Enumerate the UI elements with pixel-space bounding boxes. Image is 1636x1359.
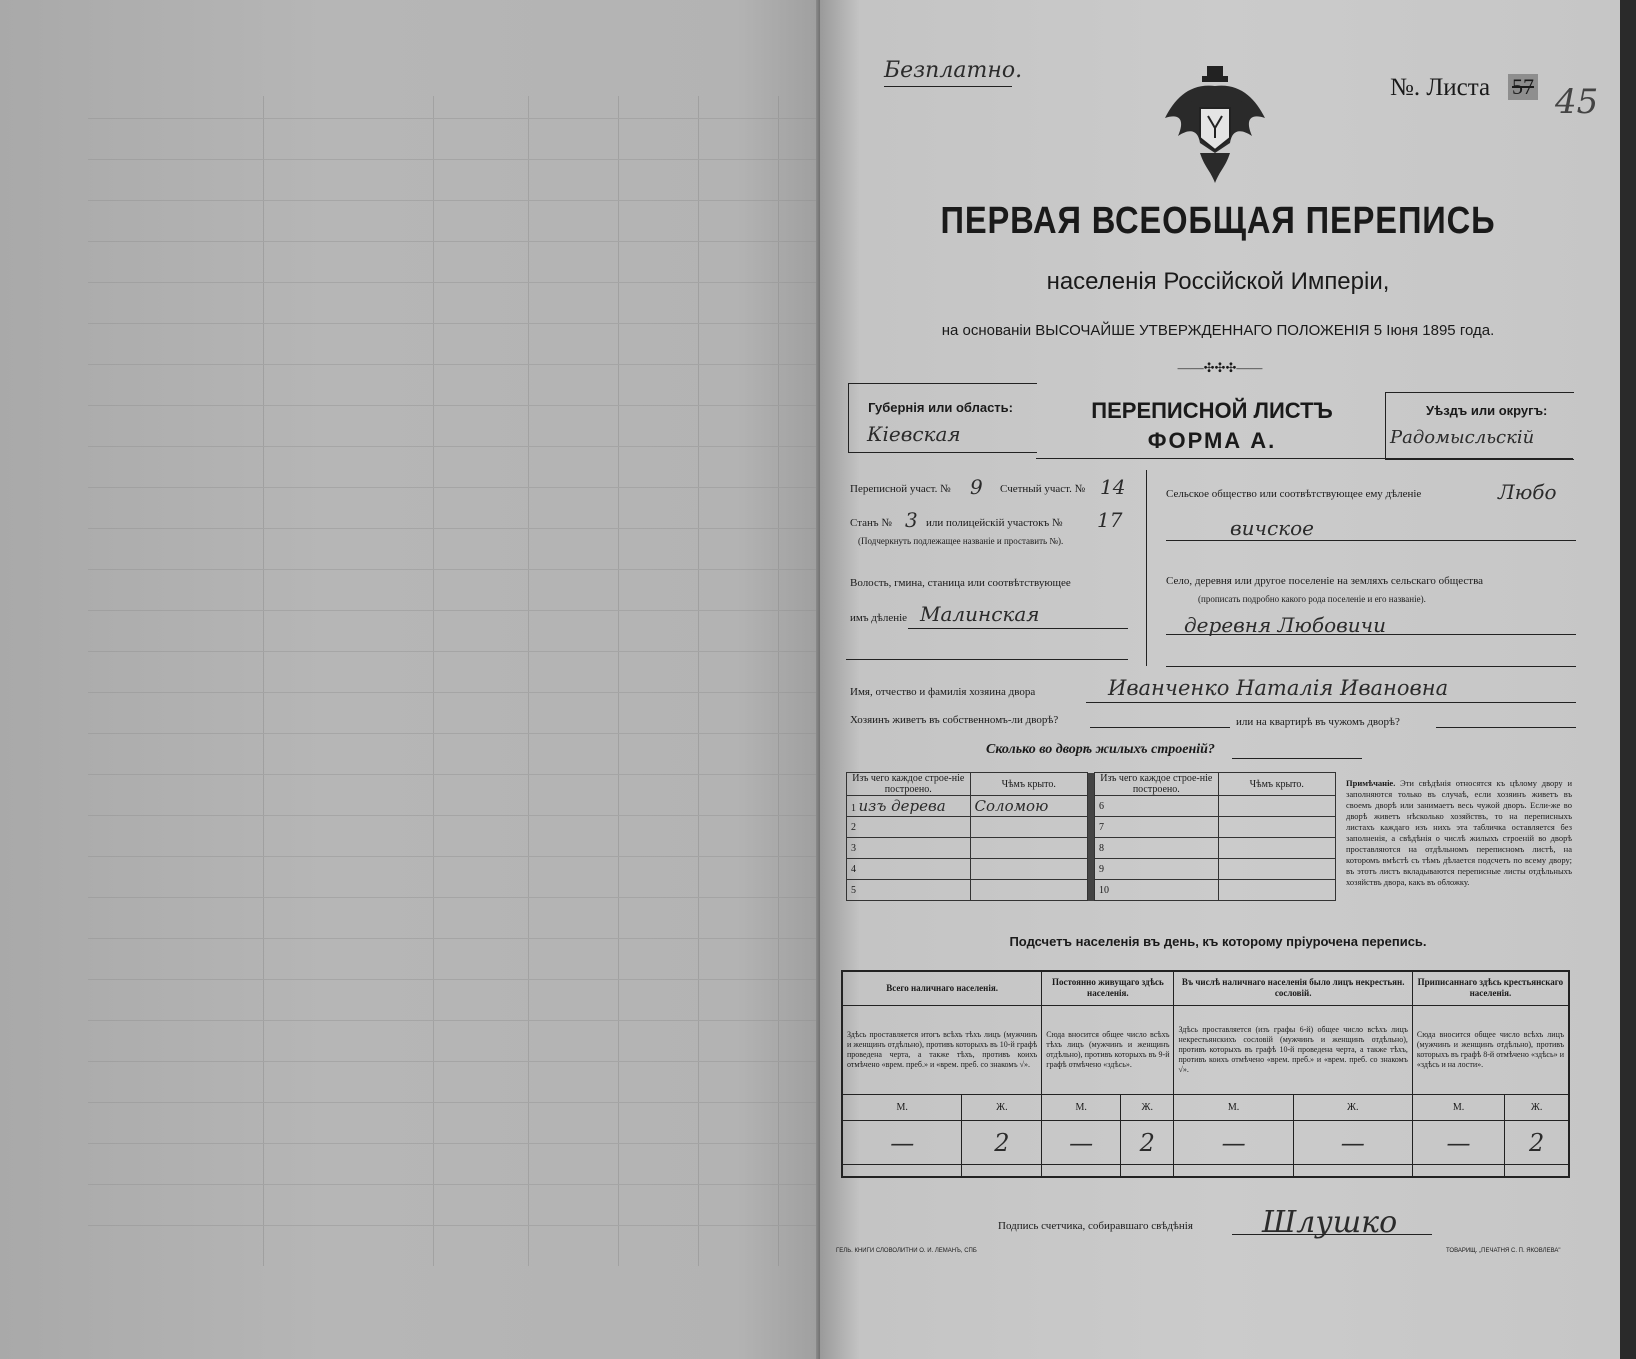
row-number: 7 xyxy=(1095,817,1219,838)
imprint-right: ТОВАРИЩ. „ПЕЧАТНЯ С. П. ЯКОВЛЕВА" xyxy=(1446,1248,1561,1254)
society-value-2: вичское xyxy=(1230,516,1314,540)
census-subtitle: населенія Россійской Имперіи, xyxy=(1046,268,1390,295)
row-number: 6 xyxy=(1095,796,1219,817)
table-row xyxy=(847,880,1336,901)
buildings-note xyxy=(1346,778,1572,888)
volost-value: Малинская xyxy=(920,602,1040,626)
pop-col-desc: Сюда вносится общее число всѣхъ тѣхъ лицъ (мужчинъ и женщинъ отдѣльно), противъ которыхъ въ 9-й графѣ отмѣчено «здѣсь». xyxy=(1042,1005,1174,1094)
pop-value-m: — xyxy=(1174,1120,1293,1164)
buildings-line xyxy=(1232,758,1362,759)
owner-line xyxy=(1086,702,1576,703)
row-number: 2 xyxy=(847,817,971,838)
free-label: Безплатно. xyxy=(884,58,1023,83)
row-number: 10 xyxy=(1095,880,1219,901)
district-value: Радомысльскій xyxy=(1390,427,1535,448)
table-row xyxy=(847,817,1336,838)
district-label: Уѣздъ или округъ: xyxy=(1426,403,1548,418)
pop-col-desc: Здѣсь проставляется итогъ всѣхъ тѣхъ лицъ (мужчинъ и женщинъ отдѣльно), противъ которыхъ въ 10-й графѣ проведена черта, а также тѣхъ, противъ коихъ отмѣчено «врем. преб.» и «врем. преб. со знакомъ √». xyxy=(842,1005,1042,1094)
sheet-number-crossed: 57 xyxy=(1508,74,1538,100)
rented-label: или на квартирѣ въ чужомъ дворѣ? xyxy=(1236,716,1400,728)
buildings-table xyxy=(846,772,1336,901)
m-label: М. xyxy=(842,1094,962,1120)
own-yard-label: Хозяинъ живетъ въ собственномъ-ли дворѣ? xyxy=(850,714,1059,726)
background-edge xyxy=(1620,0,1636,1359)
census-area-label: Переписной участ. № xyxy=(850,483,951,495)
count-area-value: 14 xyxy=(1100,475,1126,499)
province-box xyxy=(848,383,1037,453)
census-basis: на основаніи ВЫСОЧАЙШЕ УТВЕРЖДЕННАГО ПОЛОЖЕНІЯ 5 Іюня 1895 года. xyxy=(941,322,1495,339)
table-row xyxy=(847,838,1336,859)
col-roof-head-2: Чѣмъ крыто. xyxy=(1218,773,1335,796)
village-value: деревня Любовичи xyxy=(1184,613,1386,637)
district-box xyxy=(1385,392,1574,460)
population-table xyxy=(841,970,1570,1178)
society-line xyxy=(1166,540,1576,541)
form-header-bottom-rule xyxy=(1036,458,1573,459)
village-line-2 xyxy=(1166,666,1576,667)
table-row xyxy=(847,859,1336,880)
free-underline xyxy=(884,86,1012,87)
village-line xyxy=(1166,634,1576,635)
row-number: 4 xyxy=(847,859,971,880)
col-roof-head: Чѣмъ крыто. xyxy=(970,773,1087,796)
village-note: (прописать подробно какого рода поселеніе и его названіе). xyxy=(1198,594,1426,604)
underline-note: (Подчеркнуть подлежащее названіе и проставить №). xyxy=(858,536,1064,546)
pop-col-head: Въ числѣ наличнаго населенія было лицъ некрестьян. сословій. xyxy=(1174,971,1412,1005)
stan-value: 3 xyxy=(905,508,918,532)
note-text: Эти свѣдѣнія относятся къ цѣлому двору и заполняются только въ случаѣ, если хозяинъ живетъ въ своемъ дворѣ или занимаетъ весь чужой дворъ. Если-же во дворѣ живетъ нѣсколько хозяйствъ, то на переписныхъ листахъ каждаго изъ нихъ эта табличка оставляется без заполненія, а свѣдѣнія о числѣ жилыхъ строеній во дворѣ проставляются на отдѣльномъ переписномъ листѣ, на которомъ вмѣстѣ съ тѣмъ дѣлается подсчетъ по всему двору; въ этотъ листъ вкладываются переписные листы отдѣльныхъ хозяйствъ двора, какъ въ обложку. xyxy=(1346,778,1572,887)
pop-col-head: Постоянно живущаго здѣсь населенія. xyxy=(1042,971,1174,1005)
buildings-question: Сколько во дворѣ жилыхъ строеній? xyxy=(986,742,1215,757)
pop-value-m: — xyxy=(842,1120,962,1164)
row-number: 3 xyxy=(847,838,971,859)
volost-line xyxy=(908,628,1128,629)
row-material: изъ дерева xyxy=(858,797,946,815)
form-title-1: ПЕРЕПИСНОЙ ЛИСТЪ xyxy=(1091,398,1333,423)
own-yard-line xyxy=(1090,727,1230,728)
pop-value-f: 2 xyxy=(1121,1120,1174,1164)
f-label: Ж. xyxy=(1505,1094,1569,1120)
ornament: ——✣✣✣—— xyxy=(1177,360,1263,375)
owner-label: Имя, отчество и фамилія хозяина двора xyxy=(850,686,1036,698)
table-row xyxy=(847,796,1336,817)
m-label: М. xyxy=(1042,1094,1121,1120)
pop-value-m: — xyxy=(1042,1120,1121,1164)
volost-line-2 xyxy=(846,659,1128,660)
signature-value: Шлушко xyxy=(1262,1205,1398,1240)
row-number: 8 xyxy=(1095,838,1219,859)
signature-label: Подпись счетчика, собиравшаго свѣдѣнія xyxy=(998,1220,1193,1232)
village-label: Село, деревня или другое поселеніе на земляхъ сельскаго общества xyxy=(1166,575,1484,587)
police-value: 17 xyxy=(1097,508,1123,532)
signature-line xyxy=(1232,1234,1432,1235)
f-label: Ж. xyxy=(1293,1094,1412,1120)
census-title: ПЕРВАЯ ВСЕОБЩАЯ ПЕРЕПИСЬ xyxy=(940,200,1496,242)
province-label: Губернія или область: xyxy=(868,400,1013,415)
m-label: М. xyxy=(1412,1094,1504,1120)
rented-line xyxy=(1436,727,1576,728)
row-number: 9 xyxy=(1095,859,1219,880)
volost-label-2: имъ дѣленіе xyxy=(850,612,908,624)
sheet-label: №. Листа xyxy=(1390,74,1491,101)
row-number: 5 xyxy=(847,880,971,901)
province-value: Кіевская xyxy=(867,422,961,446)
form-title-2: ФОРМА А. xyxy=(1147,428,1277,453)
row-roof: Соломою xyxy=(970,796,1087,817)
census-area-value: 9 xyxy=(970,475,983,499)
double-headed-eagle-icon xyxy=(1160,58,1270,188)
owner-value: Иванченко Наталія Ивановна xyxy=(1108,676,1449,700)
pop-col-head: Всего наличнаго населенія. xyxy=(842,971,1042,1005)
pop-value-m: — xyxy=(1412,1120,1504,1164)
imprint-left: ГЕЛЬ. КНИГИ СЛОВОЛИТНИ О. И. ЛЕМАНЪ, СПБ xyxy=(836,1248,977,1254)
pop-col-desc: Сюда вносится общее число всѣхъ лицъ (мужчинъ и женщинъ отдѣльно), противъ которыхъ въ графѣ 8-й отмѣчено «здѣсь» и «здѣсь и на лости». xyxy=(1412,1005,1569,1094)
m-label: М. xyxy=(1174,1094,1293,1120)
pop-col-desc: Здѣсь проставляется (изъ графы 6-й) общее число всѣхъ лицъ некрестьянскихъ сословій (мужчинъ и женщинъ отдѣльно), противъ которыхъ въ графѣ 10-й проведена черта, а также тѣхъ, противъ коихъ отмѣчено «врем. преб.» и «врем. преб. со знакомъ √». xyxy=(1174,1005,1412,1094)
population-title: Подсчетъ населенія въ день, къ которому пріурочена перепись. xyxy=(1009,934,1427,949)
col-material-head-2: Изъ чего каждое строе-ніе построено. xyxy=(1095,773,1219,796)
society-value-1: Любо xyxy=(1498,480,1557,504)
pop-value-f: — xyxy=(1293,1120,1412,1164)
f-label: Ж. xyxy=(962,1094,1042,1120)
volost-label-1: Волость, гмина, станица или соотвѣтствующее xyxy=(850,577,1071,589)
col-material-head: Изъ чего каждое строе-ніе построено. xyxy=(847,773,971,796)
pop-value-f: 2 xyxy=(1505,1120,1569,1164)
note-title: Примѣчаніе. xyxy=(1346,778,1396,788)
fields-divider xyxy=(1146,470,1147,666)
bleed-through-grid xyxy=(88,96,820,1266)
sheet-number-new: 45 xyxy=(1555,82,1599,122)
stan-label: Станъ № xyxy=(850,517,892,529)
pop-col-head: Приписаннаго здѣсь крестьянскаго населенія. xyxy=(1412,971,1569,1005)
f-label: Ж. xyxy=(1121,1094,1174,1120)
row-number: 1 xyxy=(851,803,856,814)
police-label: или полицейскій участокъ № xyxy=(926,517,1063,529)
pop-value-f: 2 xyxy=(962,1120,1042,1164)
count-area-label: Счетный участ. № xyxy=(1000,483,1086,495)
society-label: Сельское общество или соотвѣтствующее ему дѣленіе xyxy=(1166,488,1422,500)
